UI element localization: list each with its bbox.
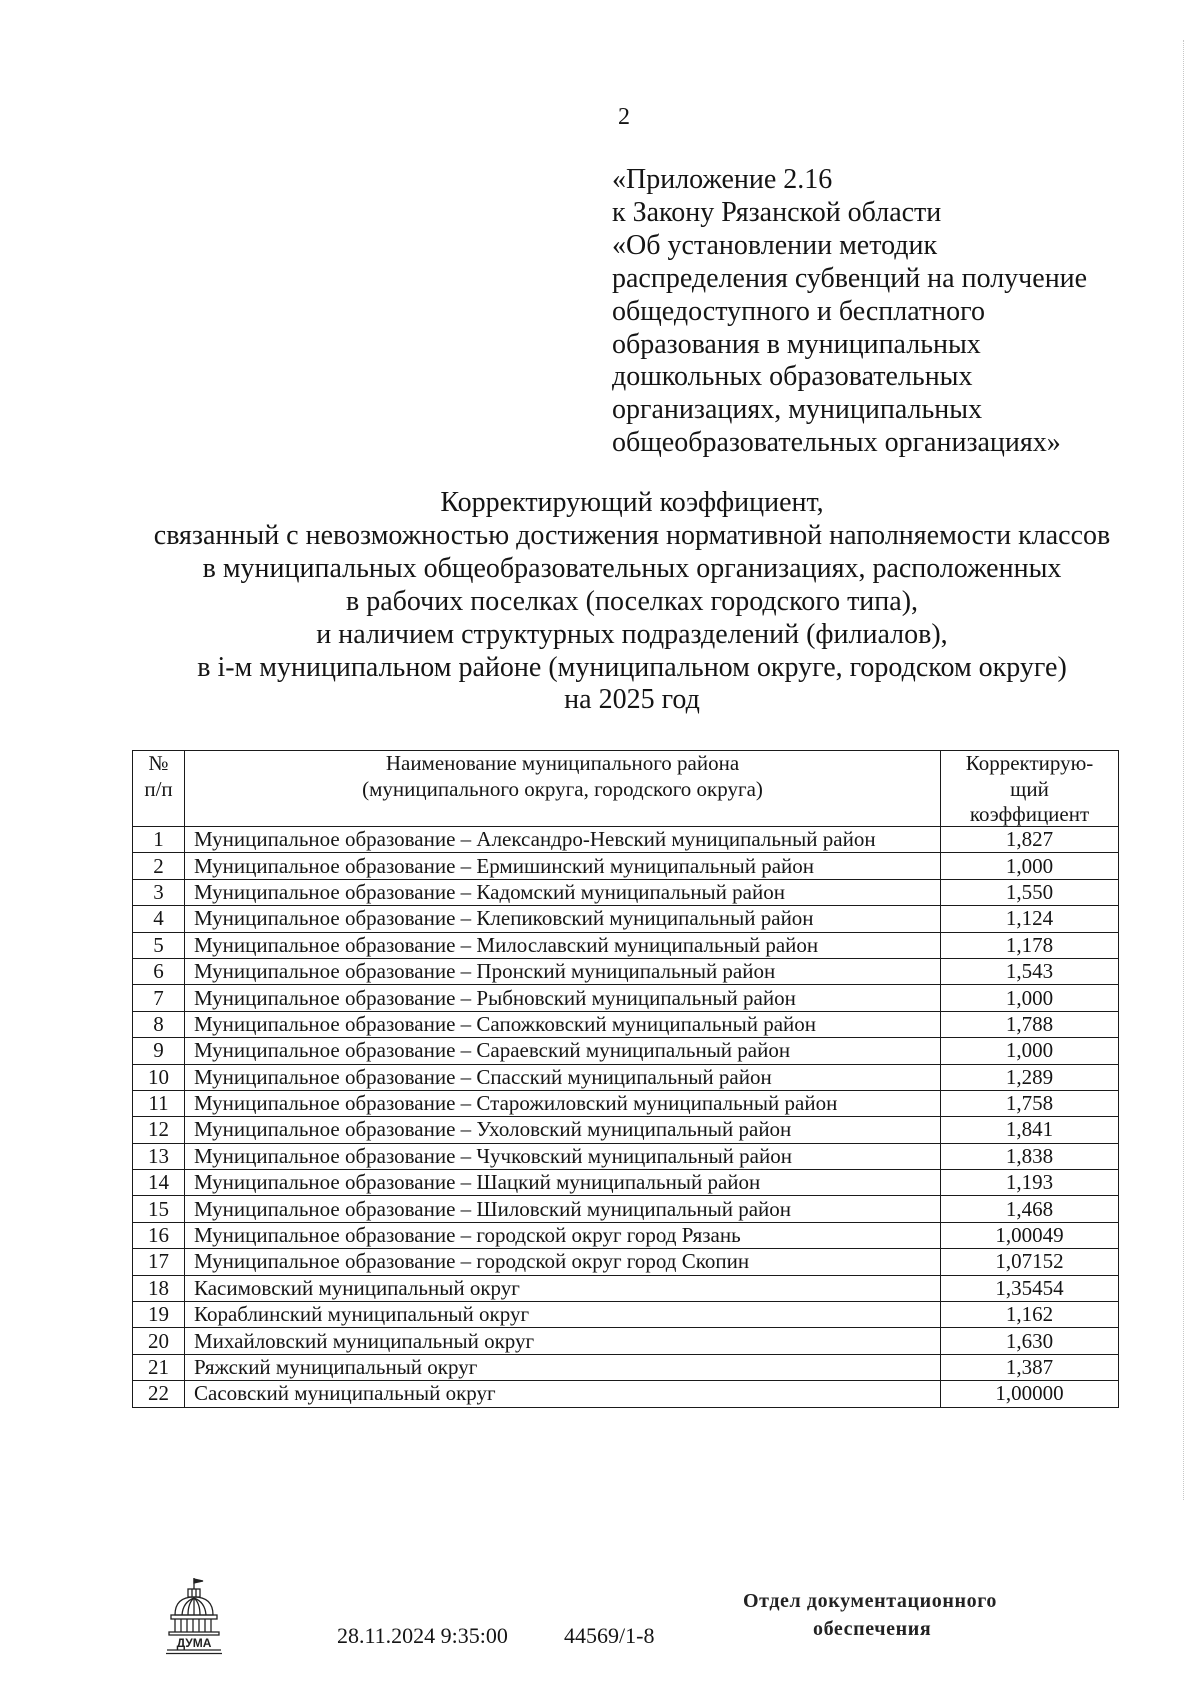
title-line: в муниципальных общеобразовательных организациях, расположенных: [202, 552, 1062, 584]
row-number: 20: [133, 1328, 185, 1353]
row-name: Муниципальное образование – Спасский муниципальный район: [185, 1065, 941, 1090]
row-coefficient: 1,000: [1005, 1038, 1054, 1063]
row-number: 7: [133, 985, 185, 1010]
row-name: Муниципальное образование – Сараевский муниципальный район: [185, 1038, 941, 1063]
row-coefficient: 1,000: [1005, 985, 1054, 1010]
row-coefficient: 1,00049: [995, 1223, 1064, 1248]
row-name: Михайловский муниципальный округ: [185, 1328, 941, 1353]
appendix-line: общедоступного и бесплатного: [612, 295, 985, 327]
header-line: Наименование муниципального района: [385, 751, 740, 775]
duma-logo: [166, 1577, 222, 1655]
row-number: 9: [133, 1038, 185, 1063]
header-line: щий: [1010, 776, 1049, 801]
row-name: Муниципальное образование – городской округ город Рязань: [185, 1223, 941, 1248]
row-coefficient: 1,788: [1005, 1011, 1054, 1036]
table-header-row: [133, 751, 1118, 826]
scan-edge-artifact: [1183, 40, 1184, 1500]
title-line: связанный с невозможностью достижения нормативной наполняемости классов: [153, 519, 1111, 551]
row-name: Муниципальное образование – Рыбновский муниципальный район: [185, 985, 941, 1010]
page-number: 2: [618, 104, 630, 130]
table-row: [133, 1248, 1118, 1274]
row-number: 3: [133, 880, 185, 905]
title-line: в рабочих поселках (поселках городского типа),: [345, 585, 919, 617]
row-name: Муниципальное образование – Пронский муниципальный район: [185, 959, 941, 984]
row-name: Муниципальное образование – городской округ город Скопин: [185, 1249, 941, 1274]
row-coefficient: 1,000: [1005, 853, 1054, 878]
table-row: [133, 1116, 1118, 1142]
row-coefficient: 1,162: [1005, 1302, 1054, 1327]
appendix-line: «Приложение 2.16: [612, 164, 833, 195]
row-name: Муниципальное образование – Старожиловский муниципальный район: [185, 1091, 941, 1116]
coefficient-table: [132, 750, 1119, 1408]
row-coefficient: 1,630: [1005, 1328, 1054, 1353]
row-number: 13: [133, 1144, 185, 1169]
row-name: Кораблинский муниципальный округ: [185, 1302, 941, 1327]
appendix-line: дошкольных образовательных: [612, 361, 973, 393]
row-number: 18: [133, 1276, 185, 1301]
row-number: 22: [133, 1381, 185, 1406]
title-line: в i-м муниципальном районе (муниципальном округе, городском округе): [197, 651, 1067, 683]
row-name: Муниципальное образование – Александро-Невский муниципальный район: [185, 827, 941, 852]
title-line: на 2025 год: [564, 684, 700, 716]
row-number: 14: [133, 1170, 185, 1195]
row-number: 10: [133, 1065, 185, 1090]
row-name: Муниципальное образование – Кадомский муниципальный район: [185, 880, 941, 905]
row-number: 12: [133, 1117, 185, 1142]
row-coefficient: 1,468: [1005, 1196, 1054, 1221]
appendix-line: распределения субвенций на получение: [612, 262, 1088, 294]
header-line: (муниципального округа, городского округа): [362, 776, 763, 801]
logo-text: ДУМА: [176, 1636, 212, 1650]
row-number: 2: [133, 853, 185, 878]
header-name: [185, 751, 941, 826]
row-name: Муниципальное образование – Шиловский муниципальный район: [185, 1196, 941, 1221]
header-line: №: [148, 751, 169, 775]
row-coefficient: 1,550: [1005, 879, 1054, 904]
row-number: 17: [133, 1249, 185, 1274]
table-row: [133, 1301, 1118, 1327]
row-name: Сасовский муниципальный округ: [185, 1381, 941, 1406]
row-coefficient: 1,07152: [995, 1249, 1064, 1274]
row-number: 5: [133, 933, 185, 958]
row-coefficient: 1,841: [1005, 1117, 1054, 1142]
row-name: Ряжский муниципальный округ: [185, 1355, 941, 1380]
department-line: Отдел документационного: [743, 1590, 997, 1612]
appendix-line: общеобразовательных организациях»: [612, 427, 1061, 459]
title-line: Корректирующий коэффициент,: [440, 487, 824, 518]
row-coefficient: 1,35454: [995, 1275, 1064, 1300]
row-coefficient: 1,124: [1005, 906, 1054, 931]
table-row: [133, 932, 1118, 958]
appendix-reference: [612, 164, 1087, 460]
table-row: [133, 1275, 1118, 1301]
header-coefficient: [941, 751, 1118, 826]
header-line: п/п: [144, 776, 173, 801]
timestamp: 28.11.2024 9:35:00: [337, 1623, 508, 1648]
document-number: 44569/1-8: [564, 1623, 655, 1648]
row-number: 19: [133, 1302, 185, 1327]
table-row: [133, 1064, 1118, 1090]
row-coefficient: 1,193: [1005, 1170, 1054, 1195]
appendix-line: образования в муниципальных: [612, 328, 981, 360]
row-coefficient: 1,758: [1005, 1091, 1054, 1116]
row-name: Муниципальное образование – Клепиковский муниципальный район: [185, 906, 941, 931]
row-coefficient: 1,838: [1005, 1143, 1054, 1168]
row-number: 11: [133, 1091, 185, 1116]
row-number: 15: [133, 1196, 185, 1221]
row-name: Муниципальное образование – Сапожковский муниципальный район: [185, 1012, 941, 1037]
row-name: Муниципальное образование – Ухоловский муниципальный район: [185, 1117, 941, 1142]
appendix-line: организациях, муниципальных: [612, 394, 983, 426]
table-row: [133, 1169, 1118, 1195]
row-name: Муниципальное образование – Чучковский муниципальный район: [185, 1144, 941, 1169]
header-line: Корректирую-: [965, 751, 1094, 775]
table-row: [133, 1354, 1118, 1380]
table-row: [133, 852, 1118, 878]
department-line: обеспечения: [813, 1618, 932, 1640]
table-row: [133, 1143, 1118, 1169]
table-row: [133, 1222, 1118, 1248]
table-row: [133, 1011, 1118, 1037]
row-coefficient: 1,289: [1005, 1064, 1054, 1089]
appendix-line: «Об установлении методик: [612, 229, 938, 261]
row-number: 16: [133, 1223, 185, 1248]
table-row: [133, 879, 1118, 905]
table-row: [133, 905, 1118, 931]
row-number: 21: [133, 1355, 185, 1380]
row-number: 4: [133, 906, 185, 931]
row-coefficient: 1,178: [1005, 932, 1054, 957]
row-coefficient: 1,387: [1005, 1355, 1054, 1379]
row-coefficient: 1,827: [1005, 827, 1054, 852]
row-coefficient: 1,00000: [995, 1381, 1064, 1406]
table-row: [133, 1327, 1118, 1353]
row-number: 8: [133, 1012, 185, 1037]
row-name: Муниципальное образование – Ермишинский муниципальный район: [185, 853, 941, 878]
row-number: 6: [133, 959, 185, 984]
row-name: Муниципальное образование – Шацкий муниципальный район: [185, 1170, 941, 1195]
table-row: [133, 958, 1118, 984]
header-line: коэффициент: [969, 802, 1090, 826]
appendix-line: к Закону Рязанской области: [612, 196, 942, 228]
table-row: [133, 1037, 1118, 1063]
table-row: [133, 1380, 1118, 1406]
table-row: [133, 1195, 1118, 1221]
row-name: Касимовский муниципальный округ: [185, 1276, 941, 1301]
row-number: 1: [133, 827, 185, 852]
table-row: [133, 1090, 1118, 1116]
row-name: Муниципальное образование – Милославский муниципальный район: [185, 933, 941, 958]
document-title: [132, 487, 1132, 717]
title-line: и наличием структурных подразделений (филиалов),: [316, 618, 948, 650]
header-number: [133, 751, 185, 826]
table-row: [133, 826, 1118, 852]
table-row: [133, 984, 1118, 1010]
row-coefficient: 1,543: [1005, 959, 1054, 984]
